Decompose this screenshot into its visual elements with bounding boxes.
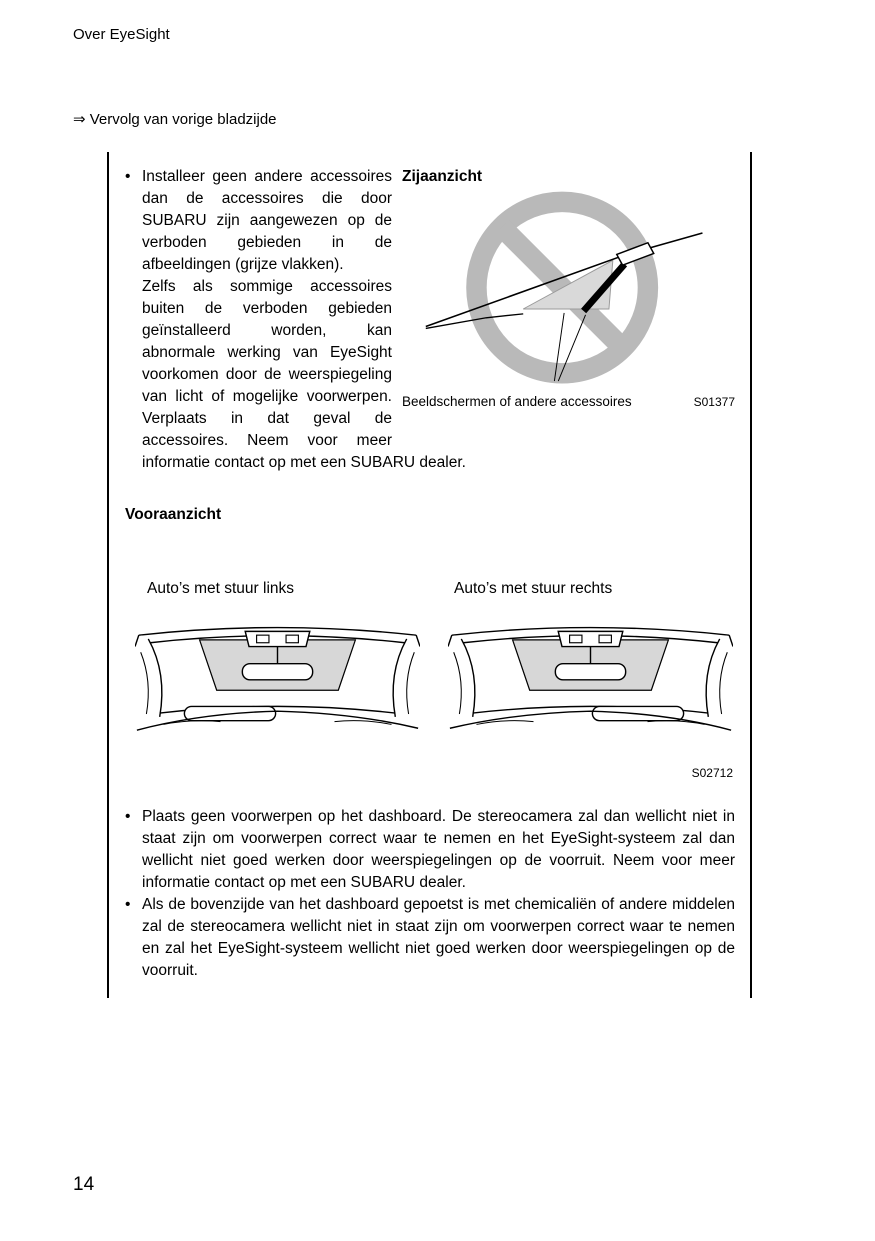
front-view-figures — [135, 614, 735, 738]
continuation-note: ⇒ Vervolg van vorige bladzijde — [73, 111, 277, 128]
bullet-dot: • — [125, 808, 131, 825]
front-view-labels — [125, 578, 735, 600]
side-view-illustration — [418, 190, 720, 390]
front-view-rhd-illustration — [448, 614, 733, 738]
label-rhd: Auto’s met stuur rechts — [454, 580, 613, 597]
page-title: Over EyeSight — [73, 26, 170, 43]
bullet-1-text-1: Installeer geen andere accessoires dan de accessoires die door SUBARU zijn aangewezen op de verboden gebieden in de afbeeldingen (grijze vlakken). — [142, 168, 392, 273]
front-view-lhd-illustration — [135, 614, 420, 738]
side-view-figure-code: S01377 — [693, 395, 735, 409]
side-view-caption-row — [402, 391, 735, 413]
front-view-figure-code: S02712 — [691, 766, 733, 780]
bullet-dot: • — [125, 896, 131, 913]
front-view-heading: Vooraanzicht — [125, 506, 222, 523]
bullet-1-paragraph-2: Zelfs als sommige accessoires buiten de verboden gebieden geïnstalleerd worden, kan abnormale werking van EyeSight voorkomen door de weerspiegeling van licht of mogelijke voorwerpen. Verplaats in dat geval de accessoires. Neem voor meer informatie contact op met een SUBARU dealer. — [142, 278, 466, 471]
page-number: 14 — [73, 1174, 95, 1195]
bullet-3-text: Als de bovenzijde van het dashboard gepoetst is met chemicaliën of andere middelen zal de stereocamera wellicht niet in staat zijn om voorwerpen correct waar te nemen en zal het EyeSight-systeem wellicht niet goed werken door weerspiegelingen op de voorruit. — [142, 896, 735, 979]
side-view-figure — [402, 166, 735, 413]
side-view-caption: Beeldschermen of andere accessoires — [402, 394, 632, 409]
bullet-2-text: Plaats geen voorwerpen op het dashboard. De stereocamera zal dan wellicht niet in staat zijn om voorwerpen correct waar te nemen en het EyeSight-systeem zal dan wellicht niet goed werken door weerspiegelingen op de voorruit. Neem voor meer informatie contact op met een SUBARU dealer. — [142, 808, 735, 891]
bullet-item-dashboard-objects — [125, 806, 735, 894]
label-lhd: Auto’s met stuur links — [147, 580, 295, 597]
bullet-dot: • — [125, 168, 131, 185]
caution-box — [107, 152, 752, 998]
bullet-item-dashboard-chemicals — [125, 894, 735, 982]
lower-bullets — [125, 806, 735, 982]
side-view-heading: Zijaanzicht — [402, 168, 483, 185]
